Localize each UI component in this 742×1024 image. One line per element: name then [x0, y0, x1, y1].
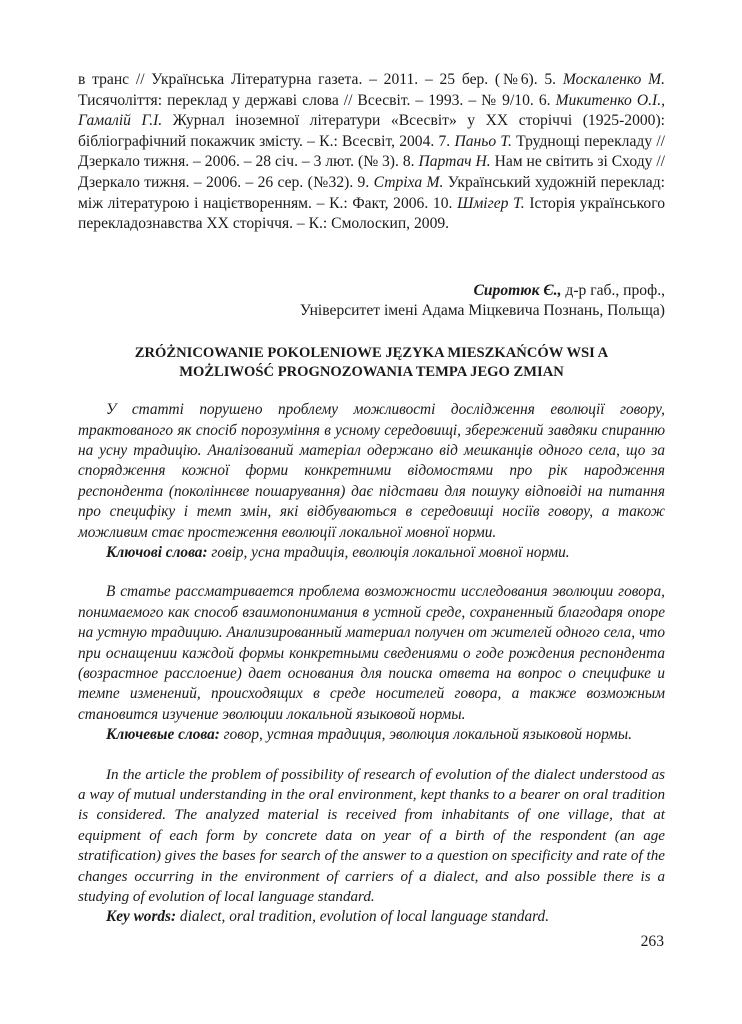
author-line [78, 281, 665, 302]
keywords-english [78, 907, 665, 927]
abstract-russian: В статье рассматривается проблема возможности исследования эволюции говора, понимаемого как способ взаимопонимания в устной среде, сохраненный благодаря опоре на устную традицию. Анализированный материал получен от жителей одного села, что при оснащении каждой формы конкретными сведениями о годе рождения респондента (возрастное расслоение) дает основания для поиска ответа на вопрос о специфике и темпе изменений, происходящих в среде носителей говора, а также возможным становится изучение эволюции локальной языковой нормы. [78, 583, 665, 723]
reference-text: Український художній переклад: між літературою і націєтворенням. – К.: Факт, 2006. 10. [78, 173, 665, 212]
references-paragraph [78, 70, 665, 235]
keywords-text: говір, усна традиція, еволюція локальної мовної норми. [207, 543, 570, 561]
title-line: ZRÓŻNICOWANIE POKOLENIOWE JĘZYKA MIESZKAŃCÓW WSI A [134, 344, 609, 361]
reference-author: Москаленко М. [562, 71, 665, 88]
reference-author: Шмігер Т. [457, 194, 525, 212]
author-affiliation: Університет імені Адама Міцкевича Познань, Польща) [299, 302, 665, 320]
article-title [78, 344, 665, 381]
abstract-ukrainian: У статті порушено проблему можливості дослідження еволюції говору, трактованого як спосіб порозуміння в усному середовищі, збережений завдяки спиранню на усну традицію. Аналізований матеріал одержано від мешканців одного села, що за спорядження кожної форми конкретними відомостями про рік народження респондента (поколіннєве пошарування) дає підстави для пошуку відповіді на питання про специфіку і темп змін, які відбуваються в середовищі носіїв говору, а також можливим стає простеження еволюції локальної мовної норми. [78, 401, 665, 541]
reference-text: Труднощі перекладу // Дзеркало тижня. – 2006. – 28 січ. – 3 лют. (№ 3). 8. [78, 132, 665, 171]
reference-author: Стріха М. [373, 173, 444, 191]
keywords-label: Ключові слова: [106, 543, 208, 561]
author-block [78, 281, 665, 322]
author-credentials: д-р габ., проф., [561, 281, 665, 299]
reference-text: Історія українського перекладознавства ХХ сторіччя. – К.: Смолоскип, 2009. [78, 194, 665, 233]
keywords-label: Ключевые слова: [106, 726, 220, 744]
reference-text: Нам не світить зі Сходу // Дзеркало тижня. – 2006. – 26 сер. (№32). 9. [78, 153, 665, 191]
reference-author: Микитенко О.І., Гамалій Г.І. [78, 91, 665, 130]
keywords-ukrainian [78, 543, 665, 563]
reference-author: Паньо Т. [454, 132, 512, 150]
keywords-label: Key words: [106, 908, 177, 926]
reference-text: в транс // Українська Літературна газета. – 2011. – 25 бер. (№6). 5. [78, 71, 563, 88]
page-number: 263 [640, 933, 664, 950]
title-line: MOŻLIWOŚĆ PROGNOZOWANIA TEMPA JEGO ZMIAN [179, 363, 564, 380]
page-content [78, 70, 665, 928]
reference-author: Партач Н. [418, 153, 491, 171]
reference-text: Тисячоліття: переклад у державі слова // Всесвіт. – 1993. – № 9/10. 6. [78, 91, 556, 109]
keywords-text: dialect, oral tradition, evolution of local language standard. [176, 908, 550, 926]
keywords-russian [78, 725, 665, 745]
reference-text: Журнал іноземної літератури «Всесвіт» у ХХ сторіччі (1925-2000): бібліографічний покажчик змісту. – К.: Всесвіт, 2004. 7. [78, 112, 665, 150]
abstract-english: In the article the problem of possibility of research of evolution of the dialect understood as a way of mutual understanding in the oral environment, kept thanks to a bearer on oral tradition is considered. The analyzed material is received from inhabitants of one village, that at equipment of each form by concrete data on year of a birth of the respondent (an age stratification) gives the bases for search of the answer to a question on specificity and rate of the changes occurring in the environment of carriers of a dialect, and also possible there is a studying of evolution of local language standard. [78, 766, 665, 906]
author-name: Сиротюк Є., [473, 281, 562, 299]
keywords-text: говор, устная традиция, эволюция локальной языковой нормы. [219, 726, 632, 744]
